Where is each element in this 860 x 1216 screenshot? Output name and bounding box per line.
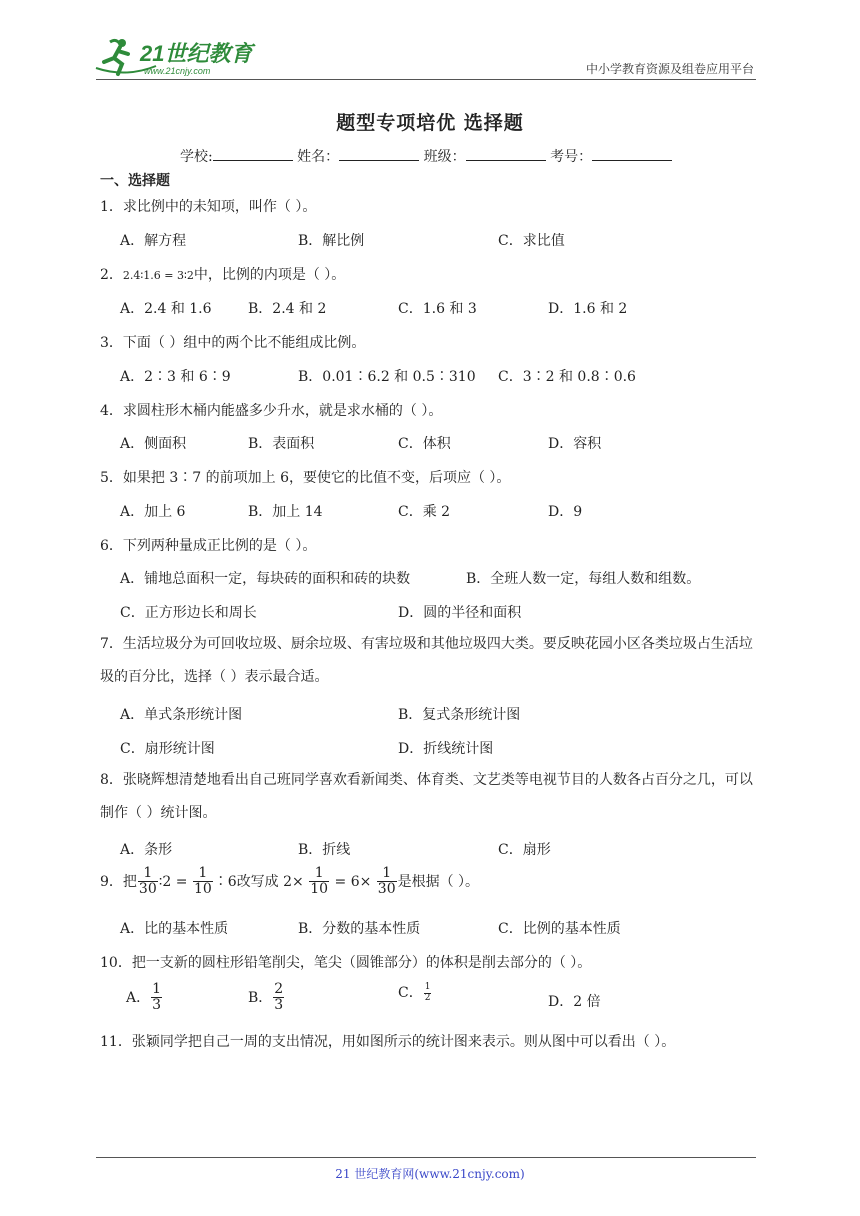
svg-text:21世纪教育: 21世纪教育 bbox=[140, 41, 253, 66]
question-6: 6．下列两种量成正比例的是（ ）。 bbox=[100, 538, 317, 554]
q2-option-a[interactable]: A．2.4 和 1.6 bbox=[120, 301, 212, 317]
page-title: 题型专项培优 选择题 bbox=[336, 112, 524, 134]
q5-option-d[interactable]: D．9 bbox=[548, 504, 583, 520]
question-9: 9．把 $\frac{1}{30}$ ∶2 = $\frac{1}{10}$ ∶6改写成 2× $\frac{1}{10}$ = 6× $\frac{1}{30}$ 是根据（ ）。 bbox=[100, 865, 480, 898]
question-10: 10．把一支新的圆柱形铅笔削尖，笔尖（圆锥部分）的体积是削去部分的（ ）。 bbox=[100, 955, 592, 971]
name-blank[interactable] bbox=[339, 148, 419, 161]
question-1: 1．求比例中的未知项，叫作（ ）。 bbox=[100, 199, 317, 215]
q5-option-a[interactable]: A．加上 6 bbox=[120, 504, 186, 520]
q1-option-c[interactable]: C．求比值 bbox=[498, 233, 565, 249]
question-11: 11．张颖同学把自己一周的支出情况，用如图所示的统计图来表示。则从图中可以看出（ ）。 bbox=[100, 1034, 676, 1050]
q9-option-a[interactable]: A．比的基本性质 bbox=[120, 921, 229, 937]
q8-option-c[interactable]: C．扇形 bbox=[498, 842, 551, 858]
q8-option-a[interactable]: A．条形 bbox=[120, 842, 173, 858]
q4-option-b[interactable]: B．表面积 bbox=[248, 436, 315, 452]
header-divider bbox=[96, 79, 756, 80]
q1-option-a[interactable]: A．解方程 bbox=[120, 233, 187, 249]
q9-option-b[interactable]: B．分数的基本性质 bbox=[298, 921, 421, 937]
footer-link[interactable]: 21 世纪教育网(www.21cnjy.com) bbox=[335, 1167, 525, 1181]
q1-option-b[interactable]: B．解比例 bbox=[298, 233, 365, 249]
svg-text:www.21cnjy.com: www.21cnjy.com bbox=[144, 66, 211, 76]
q7-option-b[interactable]: B．复式条形统计图 bbox=[398, 707, 521, 723]
q2-option-d[interactable]: D．1.6 和 2 bbox=[548, 301, 628, 317]
question-8: 8．张晓辉想清楚地看出自己班同学喜欢看新闻类、体育类、文艺类等电视节目的人数各占百分之几，可以制作（ ）统计图。 bbox=[100, 772, 753, 821]
header-platform-text: 中小学教育资源及组卷应用平台 bbox=[585, 62, 754, 76]
q6-option-a[interactable]: A．铺地总面积一定，每块砖的面积和砖的块数 bbox=[120, 571, 411, 587]
q10-option-c[interactable]: C． $\frac{1}{2}$ bbox=[398, 981, 431, 1003]
q10-option-a[interactable]: A． $\frac{1}{3}$ bbox=[126, 981, 162, 1014]
question-5: 5．如果把 3∶7 的前项加上 6，要使它的比值不变，后项应（ ）。 bbox=[100, 470, 511, 486]
exam-no-label: 考号： bbox=[550, 149, 593, 165]
q5-option-c[interactable]: C．乘 2 bbox=[398, 504, 451, 520]
q7-option-c[interactable]: C．扇形统计图 bbox=[120, 741, 215, 757]
footer-divider bbox=[96, 1157, 756, 1158]
q6-option-b[interactable]: B．全班人数一定，每组人数和组数。 bbox=[466, 571, 701, 587]
q6-option-d[interactable]: D．圆的半径和面积 bbox=[398, 605, 522, 621]
ratio-expression: 2.4∶1.6 = 3∶2 bbox=[122, 269, 194, 282]
section-heading: 一、选择题 bbox=[100, 173, 170, 189]
q4-option-d[interactable]: D．容积 bbox=[548, 436, 602, 452]
q7-option-a[interactable]: A．单式条形统计图 bbox=[120, 707, 243, 723]
question-2: 2．2.4∶1.6 = 3∶2中，比例的内项是（ ）。 bbox=[100, 267, 346, 283]
q10-option-d[interactable]: D．2 倍 bbox=[548, 994, 601, 1010]
q9-option-c[interactable]: C．比例的基本性质 bbox=[498, 921, 621, 937]
q3-option-c[interactable]: C．3∶2 和 0.8∶0.6 bbox=[498, 369, 636, 385]
q4-option-a[interactable]: A．侧面积 bbox=[120, 436, 187, 452]
question-3: 3．下面（ ）组中的两个比不能组成比例。 bbox=[100, 335, 366, 351]
class-label: 班级： bbox=[423, 149, 466, 165]
q2-option-b[interactable]: B．2.4 和 2 bbox=[248, 301, 327, 317]
question-7: 7．生活垃圾分为可回收垃圾、厨余垃圾、有害垃圾和其他垃圾四大类。要反映花园小区各类垃圾占生活垃圾的百分比，选择（ ）表示最合适。 bbox=[100, 636, 753, 685]
question-4: 4．求圆柱形木桶内能盛多少升水，就是求水桶的（ ）。 bbox=[100, 403, 443, 419]
q7-option-d[interactable]: D．折线统计图 bbox=[398, 741, 494, 757]
school-label: 学校: bbox=[180, 149, 213, 165]
q10-option-b[interactable]: B． $\frac{2}{3}$ bbox=[248, 981, 284, 1014]
q5-option-b[interactable]: B．加上 14 bbox=[248, 504, 323, 520]
q6-option-c[interactable]: C．正方形边长和周长 bbox=[120, 605, 257, 621]
name-label: 姓名： bbox=[297, 149, 340, 165]
exam-no-blank[interactable] bbox=[592, 148, 672, 161]
student-info-line bbox=[180, 146, 672, 166]
class-blank[interactable] bbox=[466, 148, 546, 161]
q8-option-b[interactable]: B．折线 bbox=[298, 842, 351, 858]
q3-option-b[interactable]: B．0.01∶6.2 和 0.5∶310 bbox=[298, 369, 476, 385]
q3-option-a[interactable]: A．2∶3 和 6∶9 bbox=[120, 369, 231, 385]
school-blank[interactable] bbox=[213, 148, 293, 161]
q2-option-c[interactable]: C．1.6 和 3 bbox=[398, 301, 477, 317]
q4-option-c[interactable]: C．体积 bbox=[398, 436, 451, 452]
